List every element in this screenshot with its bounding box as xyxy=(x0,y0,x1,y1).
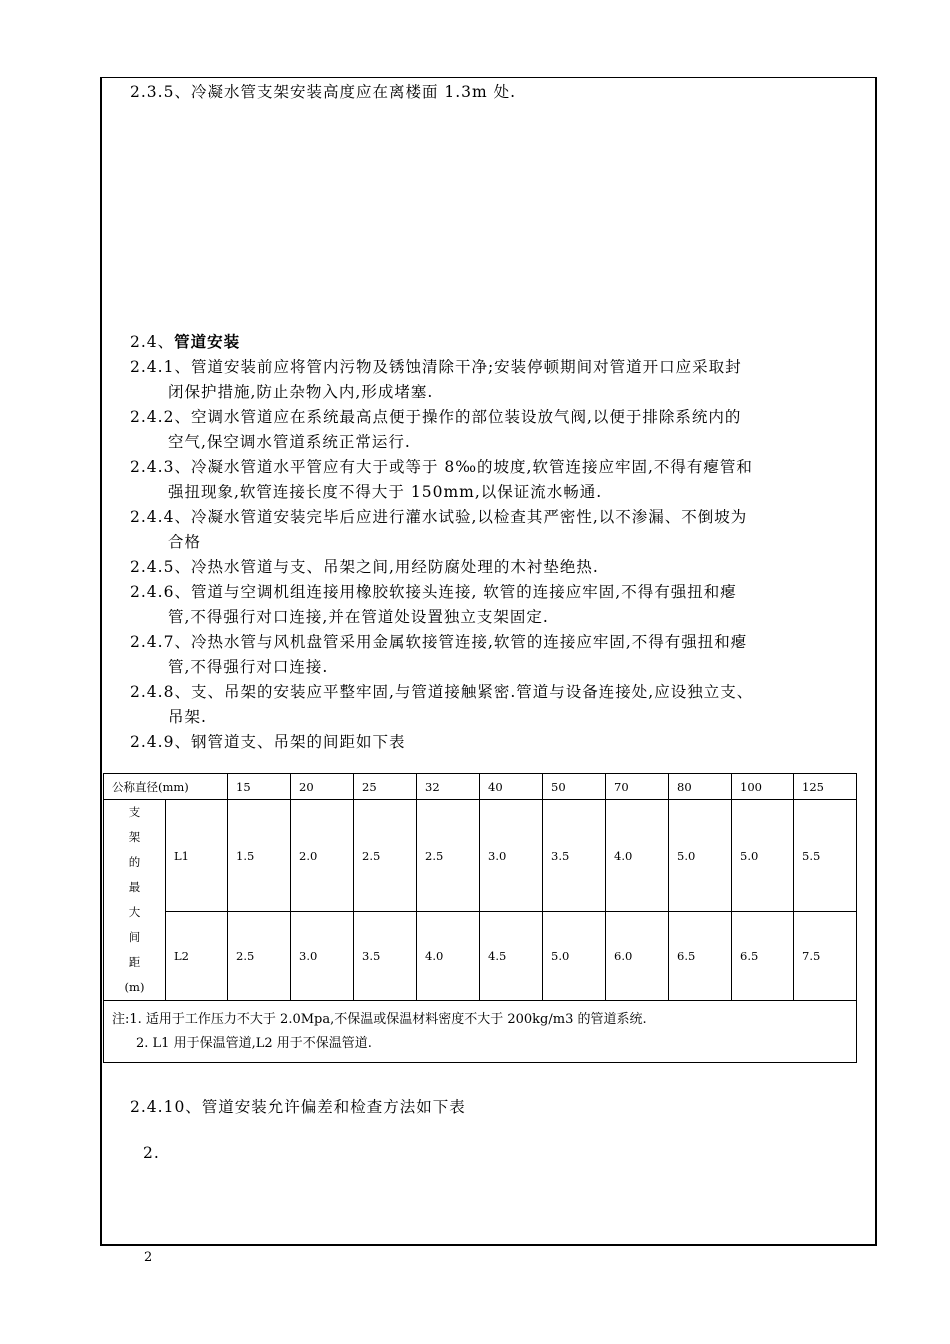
vertical-char: 支 xyxy=(128,805,141,819)
item-2-4-8-line1: 2.4.8、支、吊架的安装应平整牢固,与管道接触紧密.管道与设备连接处,应设独立支、 xyxy=(130,683,754,701)
row-name: L1 xyxy=(166,800,228,912)
table-note xyxy=(104,1001,857,1063)
table-cell: 6.5 xyxy=(732,912,794,1001)
vertical-label xyxy=(104,800,166,1001)
table-cell: 5.0 xyxy=(669,800,732,912)
table-cell: 1.5 xyxy=(228,800,291,912)
table-cell: 3.0 xyxy=(291,912,354,1001)
note-2: 2. L1 用于保温管道,L2 用于不保温管道. xyxy=(136,1035,372,1051)
table-cell: 3.5 xyxy=(354,912,417,1001)
trailing-text: 2. xyxy=(143,1144,160,1162)
item-2-4-4-line1: 2.4.4、冷凝水管道安装完毕后应进行灌水试验,以检查其严密性,以不渗漏、不倒坡为 xyxy=(130,508,748,526)
diameter-cell: 15 xyxy=(228,774,291,800)
diameter-cell: 50 xyxy=(543,774,606,800)
item-2-4-9: 2.4.9、钢管道支、吊架的间距如下表 xyxy=(130,733,406,751)
vertical-char: 的 xyxy=(128,855,141,869)
table-cell: 7.5 xyxy=(794,912,857,1001)
diameter-cell: 25 xyxy=(354,774,417,800)
table-cell: 2.0 xyxy=(291,800,354,912)
item-2-4-2-line1: 2.4.2、空调水管道应在系统最高点便于操作的部位装设放气阀,以便于排除系统内的 xyxy=(130,408,742,426)
table-cell: 3.5 xyxy=(543,800,606,912)
section-heading xyxy=(130,330,240,352)
table-cell: 2.5 xyxy=(417,800,480,912)
item-2-4-7-line2: 管,不得强行对口连接. xyxy=(168,658,329,676)
item-2-4-1-line1: 2.4.1、管道安装前应将管内污物及锈蚀清除干净;安装停顿期间对管道开口应采取封 xyxy=(130,358,742,376)
row-name: L2 xyxy=(166,912,228,1001)
item-2-4-10: 2.4.10、管道安装允许偏差和检查方法如下表 xyxy=(130,1098,466,1116)
section-heading-title: 管道安装 xyxy=(174,332,241,351)
vertical-char: 间 xyxy=(128,930,141,944)
diameter-cell: 32 xyxy=(417,774,480,800)
table-cell: 4.5 xyxy=(480,912,543,1001)
diameter-cell: 70 xyxy=(606,774,669,800)
page-number: 2 xyxy=(144,1250,153,1265)
item-2-4-3-line1: 2.4.3、冷凝水管道水平管应有大于或等于 8‰的坡度,软管连接应牢固,不得有瘪管和 xyxy=(130,458,753,476)
section-heading-number: 2.4、 xyxy=(130,333,175,351)
item-2-4-3-line2: 强扭现象,软管连接长度不得大于 150mm,以保证流水畅通. xyxy=(168,483,603,501)
item-2-4-4-line2: 合格 xyxy=(168,533,202,551)
table-cell: 2.5 xyxy=(354,800,417,912)
table-cell: 6.0 xyxy=(606,912,669,1001)
table-cell: 6.5 xyxy=(669,912,732,1001)
vertical-char: 距 xyxy=(128,955,141,969)
diameter-cell: 80 xyxy=(669,774,732,800)
diameter-cell: 20 xyxy=(291,774,354,800)
vertical-char: (m) xyxy=(124,980,145,994)
table-cell: 3.0 xyxy=(480,800,543,912)
vertical-char: 大 xyxy=(128,905,141,919)
item-2-4-8-line2: 吊架. xyxy=(168,708,207,726)
item-2-4-6-line1: 2.4.6、管道与空调机组连接用橡胶软接头连接, 软管的连接应牢固,不得有强扭和瘪 xyxy=(130,583,737,601)
support-spacing-table xyxy=(103,773,857,1063)
vertical-char: 最 xyxy=(128,880,141,894)
header-label: 公称直径(mm) xyxy=(104,774,228,800)
table-row-l2 xyxy=(104,912,857,1001)
table-cell: 5.0 xyxy=(543,912,606,1001)
item-2-4-5: 2.4.5、冷热水管道与支、吊架之间,用经防腐处理的木衬垫绝热. xyxy=(130,558,599,576)
item-2-3-5: 2.3.5、冷凝水管支架安装高度应在离楼面 1.3m 处. xyxy=(130,83,517,101)
diameter-cell: 125 xyxy=(794,774,857,800)
table-cell: 5.0 xyxy=(732,800,794,912)
table-row-l1 xyxy=(104,800,857,912)
item-2-4-7-line1: 2.4.7、冷热水管与风机盘管采用金属软接管连接,软管的连接应牢固,不得有强扭和瘪 xyxy=(130,633,748,651)
table-cell: 4.0 xyxy=(417,912,480,1001)
diameter-cell: 40 xyxy=(480,774,543,800)
table-header-row xyxy=(104,774,857,800)
item-2-4-2-line2: 空气,保空调水管道系统正常运行. xyxy=(168,433,411,451)
item-2-4-1-line2: 闭保护措施,防止杂物入内,形成堵塞. xyxy=(168,383,434,401)
table-note-row xyxy=(104,1001,857,1063)
vertical-char: 架 xyxy=(128,830,141,844)
note-1: 注:1. 适用于工作压力不大于 2.0Mpa,不保温或保温材料密度不大于 200kg/m3 的管道系统. xyxy=(112,1011,647,1027)
table-cell: 5.5 xyxy=(794,800,857,912)
diameter-cell: 100 xyxy=(732,774,794,800)
table-cell: 4.0 xyxy=(606,800,669,912)
table-cell: 2.5 xyxy=(228,912,291,1001)
item-2-4-6-line2: 管,不得强行对口连接,并在管道处设置独立支架固定. xyxy=(168,608,549,626)
